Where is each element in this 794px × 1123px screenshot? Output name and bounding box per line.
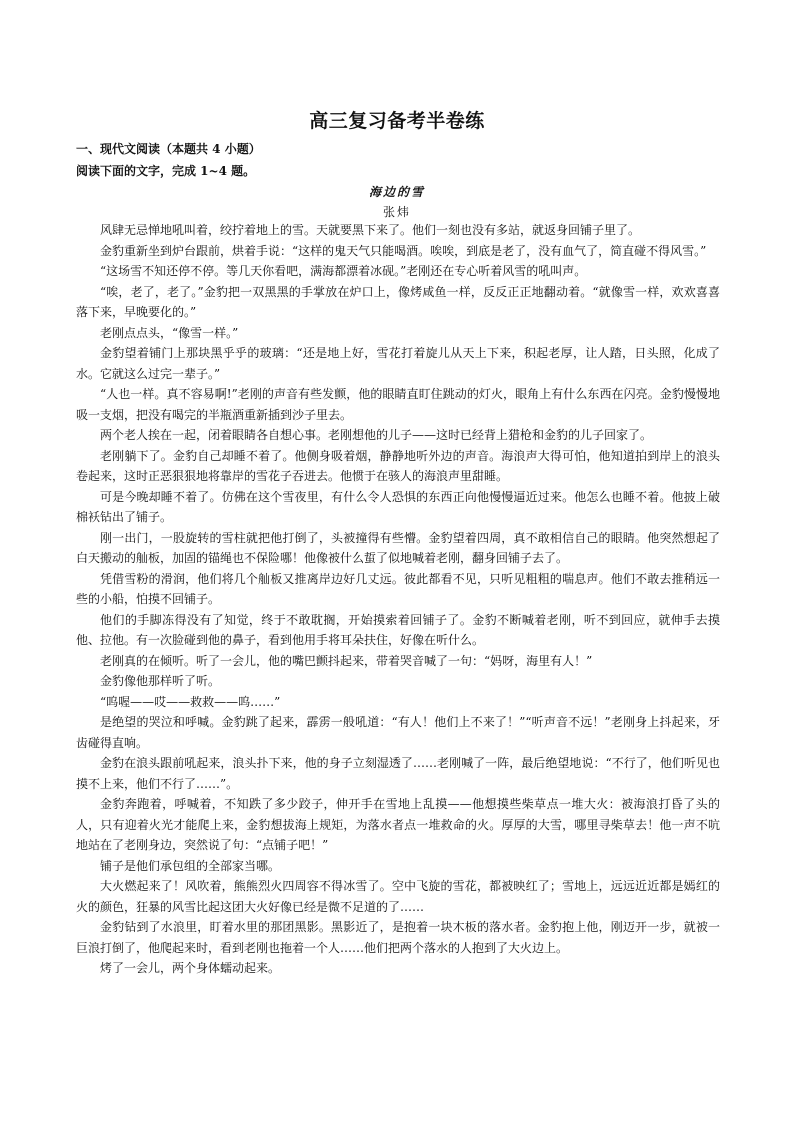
section-heading: 一、现代文阅读（本题共 4 小题） xyxy=(76,142,261,156)
article-paragraph: 他们的手脚冻得没有了知觉，终于不敢耽搁，开始摸索着回铺子了。金豹不断喊着老刚，听不到回应，就伸手去摸他、拉他。有一次脸碰到他的鼻子，看到他用手将耳朵扶住，好像在听什么。 xyxy=(76,612,720,647)
article-paragraph: 烤了一会儿，两个身体蠕动起来。 xyxy=(100,961,281,975)
article-paragraph: 金豹在浪头跟前吼起来，浪头扑下来，他的身子立刻湿透了……老刚喊了一阵，最后绝望地说：“不行了，他们听见也摸不上来，他们不行了……”。 xyxy=(76,756,720,791)
article-title: 海边的雪 xyxy=(368,185,425,199)
article-paragraph: “唉，老了，老了。”金豹把一双黑黑的手掌放在炉口上，像烤咸鱼一样，反反正正地翻动着。“就像雪一样，欢欢喜喜落下来，早晚要化的。” xyxy=(76,284,720,319)
article-paragraph: 金豹重新坐到炉台跟前，烘着手说：“这样的鬼天气只能喝酒。唉唉，到底是老了，没有血气了，简直碰不得风雪。” xyxy=(100,243,707,258)
article-paragraph: 可是今晚却睡不着了。仿佛在这个雪夜里，有什么令人恐惧的东西正向他慢慢逼近过来。他怎么也睡不着。他披上破棉袄钻出了铺子。 xyxy=(76,489,720,524)
article-paragraph: 老刚点点头，“像雪一样。” xyxy=(100,325,239,340)
article-paragraph: 铺子是他们承包组的全部家当哪。 xyxy=(100,858,281,873)
article-paragraph: 是绝望的哭泣和呼喊。金豹跳了起来，霹雳一般吼道：“有人！他们上不来了！”“听声音不远！”老刚身上抖起来，牙齿碰得直响。 xyxy=(76,715,720,750)
article-paragraph: “人也一样。真不容易啊!”老刚的声音有些发颤，他的眼睛直盯住跳动的灯火，眼角上有什么东西在闪亮。金豹慢慢地吸一支烟，把没有喝完的半瓶酒重新插到沙子里去。 xyxy=(76,387,720,422)
reading-instruction: 阅读下面的文字，完成 1~4 题。 xyxy=(76,164,256,178)
article-paragraph: 凭借雪粉的滑润，他们将几个舢板又推离岸边好几丈远。彼此都看不见，只听见粗粗的喘息声。他们不敢去推稍远一些的小船，怕摸不回铺子。 xyxy=(76,571,720,606)
article-paragraph: 大火燃起来了！风吹着，熊熊烈火四周容不得冰雪了。空中飞旋的雪花，都被映红了；雪地上，远远近近都是嫣红的火的颜色，狂暴的风雪比起这团大火好像已经是微不足道的了…… xyxy=(76,879,720,914)
article-author: 张炜 xyxy=(382,205,411,219)
page-title: 高三复习备考半卷练 xyxy=(309,110,485,132)
article-body xyxy=(76,220,720,979)
article-paragraph: 金豹奔跑着，呼喊着，不知跌了多少跤子，伸开手在雪地上乱摸——他想摸些柴草点一堆大火：被海浪打昏了头的人，只有迎着火光才能爬上来，金豹想拔海上规矩，为落水者点一堆救命的火。厚厚的大雪，哪里寻柴草去！他一声不吭地站在了老刚身边，突然说了句：“点铺子吧！” xyxy=(76,797,720,852)
article-paragraph: 金豹望着铺门上那块黑乎乎的玻璃：“还是地上好，雪花打着旋儿从天上下来，积起老厚，让人踏，日头照，化成了水。它就这么过完一辈子。” xyxy=(76,346,720,381)
article-paragraph: 金豹钻到了水浪里，盯着水里的那团黑影。黑影近了，是抱着一块木板的落水者。金豹抱上他，刚迈开一步，就被一巨浪打倒了，他爬起来时，看到老刚也拖着一个人……他们把两个落水的人抱到了大火边上。 xyxy=(76,920,720,955)
article-paragraph: 风肆无忌惮地吼叫着，绞拧着地上的雪。天就要黑下来了。他们一刻也没有多站，就返身回铺子里了。 xyxy=(100,223,641,237)
article-paragraph: “呜喔——哎——救救——呜……” xyxy=(100,694,281,709)
article-paragraph: “这场雪不知还停不停。等几天你看吧，满海都漂着冰砚。”老刚还在专心听着风雪的吼叫声。 xyxy=(100,264,587,278)
article-paragraph: 老刚真的在倾听。听了一会儿，他的嘴巴颤抖起来，带着哭音喊了一句：“妈呀，海里有人！” xyxy=(100,653,593,668)
article-paragraph: 老刚躺下了。金豹自己却睡不着了。他侧身吸着烟，静静地听外边的声音。海浪声大得可怕，他知道拍到岸上的浪头卷起来，这时正恶狠狠地将靠岸的雪花子吞进去。他惯于在骇人的海浪声里甜睡。 xyxy=(76,448,720,483)
article-paragraph: 两个老人挨在一起，闭着眼睛各自想心事。老刚想他的儿子——这时已经背上猎枪和金豹的儿子回家了。 xyxy=(100,428,653,442)
article-paragraph: 刚一出门，一股旋转的雪柱就把他打倒了，头被撞得有些懵。金豹望着四周，真不敢相信自己的眼睛。他突然想起了白天搬动的舢板，加固的锚绳也不保险哪！他像被什么蜇了似地喊着老刚，翻身回铺子去了。 xyxy=(76,530,720,565)
article-paragraph: 金豹像他那样听了听。 xyxy=(100,674,221,688)
